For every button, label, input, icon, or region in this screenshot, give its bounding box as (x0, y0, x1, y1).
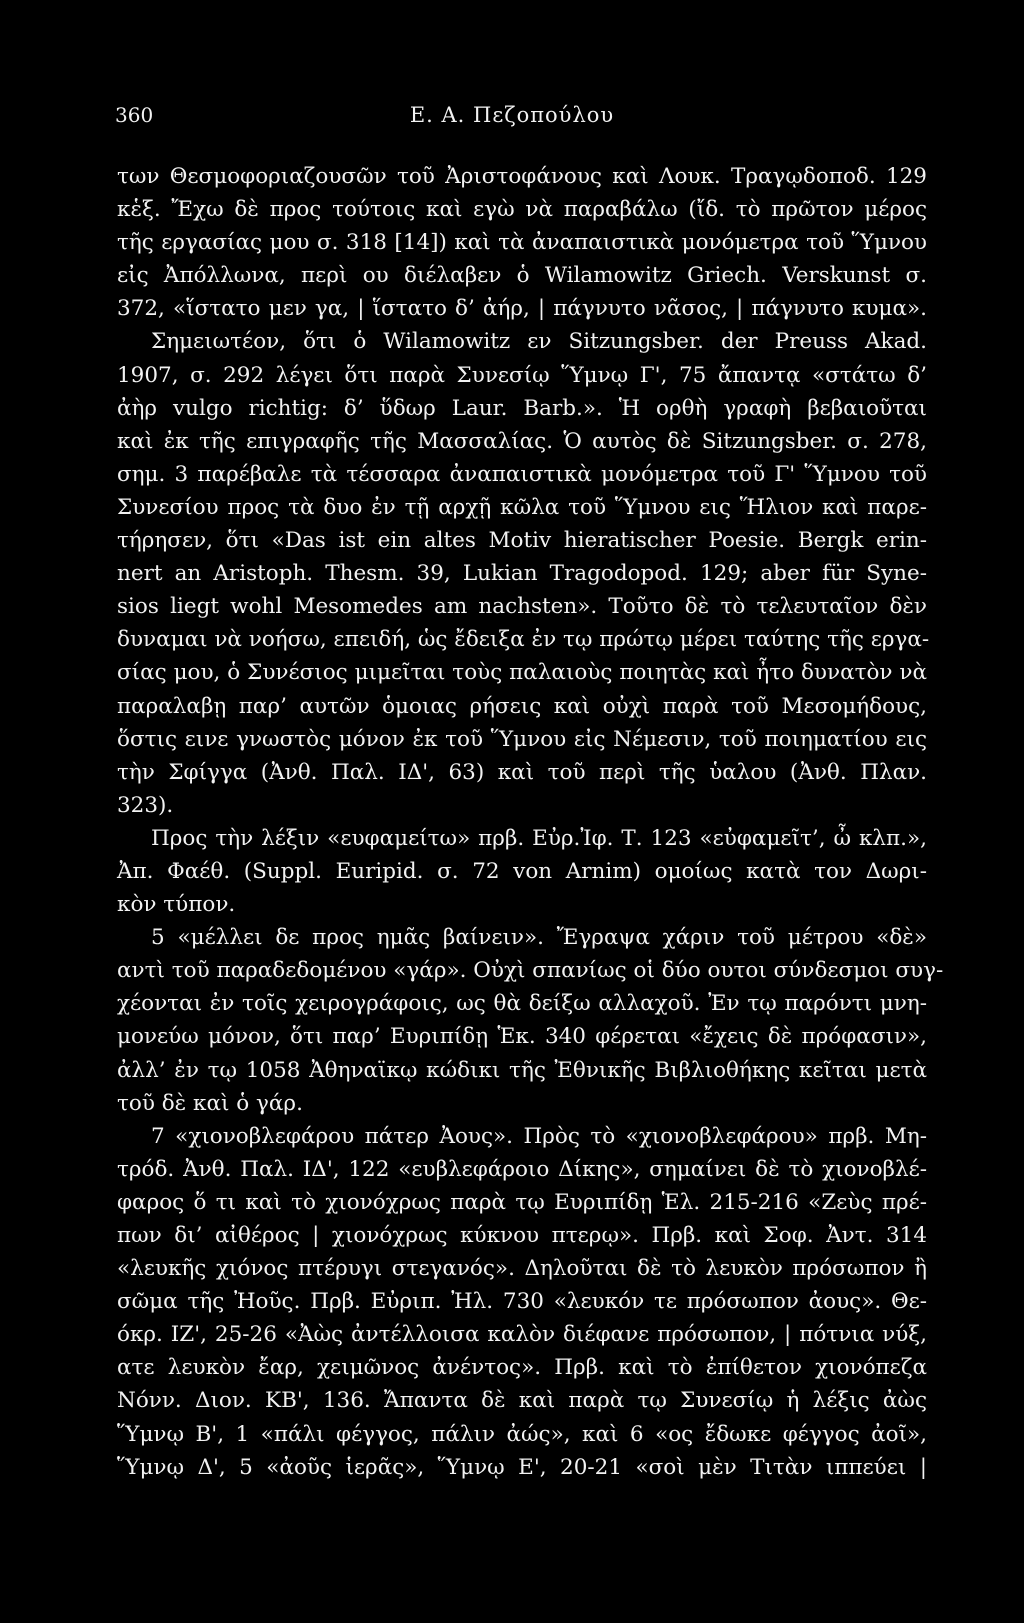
text-line: Ἀπ. Φαέθ. (Suppl. Euripid. σ. 72 von Arnim) ομοίως κατὰ τον Δωρι- (117, 858, 927, 884)
running-head: Ε. Α. Πεζοπούλου (409, 103, 615, 127)
text-line: τρόδ. Ἀνθ. Παλ. ΙΔ', 122 «ευβλεφάροιο Δίκης», σημαίνει δὲ τὸ χιονοβλέ- (117, 1156, 927, 1182)
text-line: sios liegt wohl Mesomedes am nachsten». Τοῦτο δὲ τὸ τελευταῖον δὲν (117, 594, 927, 620)
text-line: σῶμα τῆς Ἠοῦς. Πρβ. Εὐριπ. Ἠλ. 730 «λευκόν τε πρόσωπον ἀους». Θε- (117, 1289, 927, 1315)
text-line: «λευκῆς χιόνος πτέρυγι στεγανός». Δηλοῦται δὲ τὸ λευκὸν πρόσωπον ἢ (117, 1256, 927, 1282)
body-text (117, 160, 944, 1484)
text-line: ατε λευκὸν ἔαρ, χειμῶνος ἀνέντος». Πρβ. καὶ τὸ ἐπίθετον χιονόπεζα (117, 1355, 927, 1381)
text-line: ἀὴρ vulgo richtig: δ’ ὕδωρ Laur. Barb.». Ἡ ορθὴ γραφὴ βεβαιοῦται (117, 395, 927, 421)
text-line: τῆς εργασίας μου σ. 318 [14]) καὶ τὰ ἀναπαιστικὰ μονόμετρα τοῦ Ὕμνου (117, 230, 927, 256)
text-line: τοῦ δὲ καὶ ὁ γάρ. (117, 1090, 303, 1116)
text-line: Ὕμνῳ Δ', 5 «ἀοῦς ἱερᾶς», Ὕμνῳ Ε', 20-21 «σοὶ μὲν Τιτὰν ιππεύει | (117, 1454, 927, 1480)
text-line: ὅστις εινε γνωστὸς μόνον ἐκ τοῦ Ὕμνου εἰς Νέμεσιν, τοῦ ποιηματίου εις (117, 726, 927, 752)
text-line: 7 «χιονοβλεφάρου πάτερ Ἀους». Πρὸς τὸ «χιονοβλεφάρου» πρβ. Μη- (151, 1123, 927, 1149)
text-line: σίας μου, ὁ Συνέσιος μιμεῖται τοὺς παλαιοὺς ποιητὰς καὶ ἦτο δυνατὸν νὰ (117, 660, 927, 686)
text-line: 372, «ἵστατο μεν γα, | ἵστατο δ’ ἀήρ, | πάγνυτο νᾶσος, | πάγνυτο κυμα». (117, 296, 927, 322)
text-line: εἰς Ἀπόλλωνα, περὶ ου διέλαβεν ὁ Wilamowitz Griech. Verskunst σ. (117, 263, 927, 289)
text-line: nert an Aristoph. Thesm. 39, Lukian Tragodopod. 129; aber für Syne- (117, 561, 927, 587)
text-line: μονεύω μόνον, ὅτι παρ’ Ευριπίδῃ Ἑκ. 340 φέρεται «ἔχεις δὲ πρόφασιν», (117, 1024, 927, 1050)
page-number: 360 (115, 103, 154, 127)
text-line: όκρ. ΙΖ', 25-26 «Ἀὼς ἀντέλλοισα καλὸν διέφανε πρόσωπον, | πότνια νύξ, (117, 1322, 927, 1348)
text-line: κὸν τύπον. (117, 892, 236, 918)
text-line: των Θεσμοφοριαζουσῶν τοῦ Ἀριστοφάνους καὶ Λουκ. Τραγῳδοποδ. 129 (117, 164, 927, 189)
text-line: ἀλλ’ ἐν τῳ 1058 Ἀθηναϊκῳ κώδικι τῆς Ἐθνικῆς Βιβλιοθήκης κεῖται μετὰ (117, 1057, 927, 1083)
text-line: Προς τὴν λέξιν «ευφαμείτω» πρβ. Εὐρ.Ἰφ. Τ. 123 «εὐφαμεῖτ’, ὦ κλπ.», (151, 825, 927, 851)
text-line: δυναμαι νὰ νοήσω, επειδή, ὡς ἔδειξα ἐν τῳ πρώτῳ μέρει ταύτης τῆς εργα- (117, 627, 930, 653)
text-line: τήρησεν, ὅτι «Das ist ein altes Motiv hieratischer Poesie. Bergk erin- (117, 528, 927, 554)
text-line: Ὕμνῳ Β', 1 «πάλι φέγγος, πάλιν ἀώς», καὶ 6 «ος ἔδωκε φέγγος ἀοῖ», (117, 1421, 927, 1447)
text-line: Νόνν. Διον. ΚΒ', 136. Ἄπαντα δὲ καὶ παρὰ τῳ Συνεσίῳ ἡ λέξις ἀὼς (117, 1388, 927, 1414)
text-line: φαρος ὅ τι καὶ τὸ χιονόχρως παρὰ τῳ Ευριπίδῃ Ἑλ. 215-216 «Ζεὺς πρέ- (117, 1189, 927, 1215)
text-line: τὴν Σφίγγα (Ἀνθ. Παλ. ΙΔ', 63) καὶ τοῦ περὶ τῆς ὑαλου (Ἀνθ. Πλαν. (117, 759, 927, 785)
text-line: 1907, σ. 292 λέγει ὅτι παρὰ Συνεσίῳ Ὕμνῳ Γ', 75 ἄπαντᾳ «στάτω δ’ (117, 362, 927, 388)
text-line: καὶ ἐκ τῆς επιγραφῆς τῆς Μασσαλίας. Ὁ αυτὸς δὲ Sitzungsber. σ. 278, (117, 428, 927, 454)
text-line: 5 «μέλλει δε προς ημᾶς βαίνειν». Ἔγραψα χάριν τοῦ μέτρου «δὲ» (151, 925, 927, 951)
text-line: αντὶ τοῦ παραδεδομένου «γάρ». Οὐχὶ σπανίως οἱ δύο ουτοι σύνδεσμοι συγ- (117, 958, 944, 984)
text-line: κἑξ. Ἔχω δὲ προς τούτοις καὶ εγὼ νὰ παραβάλω (ἴδ. τὸ πρῶτον μέρος (117, 197, 927, 223)
text-line: Σημειωτέον, ὅτι ὁ Wilamowitz εν Sitzungsber. der Preuss Akad. (151, 329, 927, 355)
text-line: χέονται ἐν τοῖς χειρογράφοις, ως θὰ δείξω αλλαχοῦ. Ἐν τῳ παρόντι μνη- (117, 991, 927, 1017)
text-line: 323). (117, 792, 174, 818)
text-line: Συνεσίου προς τὰ δυο ἐν τῇ αρχῇ κῶλα τοῦ Ὕμνου εις Ἥλιον καὶ παρε- (117, 494, 927, 520)
text-line: παραλαβῃ παρ’ αυτῶν ὁμοιας ρήσεις καὶ οὐχὶ παρὰ τοῦ Μεσομήδους, (117, 693, 927, 719)
text-line: σημ. 3 παρέβαλε τὰ τέσσαρα ἀναπαιστικὰ μονόμετρα τοῦ Γ' Ὕμνου τοῦ (117, 461, 927, 487)
text-line: πων δι’ αἰθέρος | χιονόχρως κύκνου πτερῳ». Πρβ. καὶ Σοφ. Ἀντ. 314 (117, 1223, 927, 1248)
